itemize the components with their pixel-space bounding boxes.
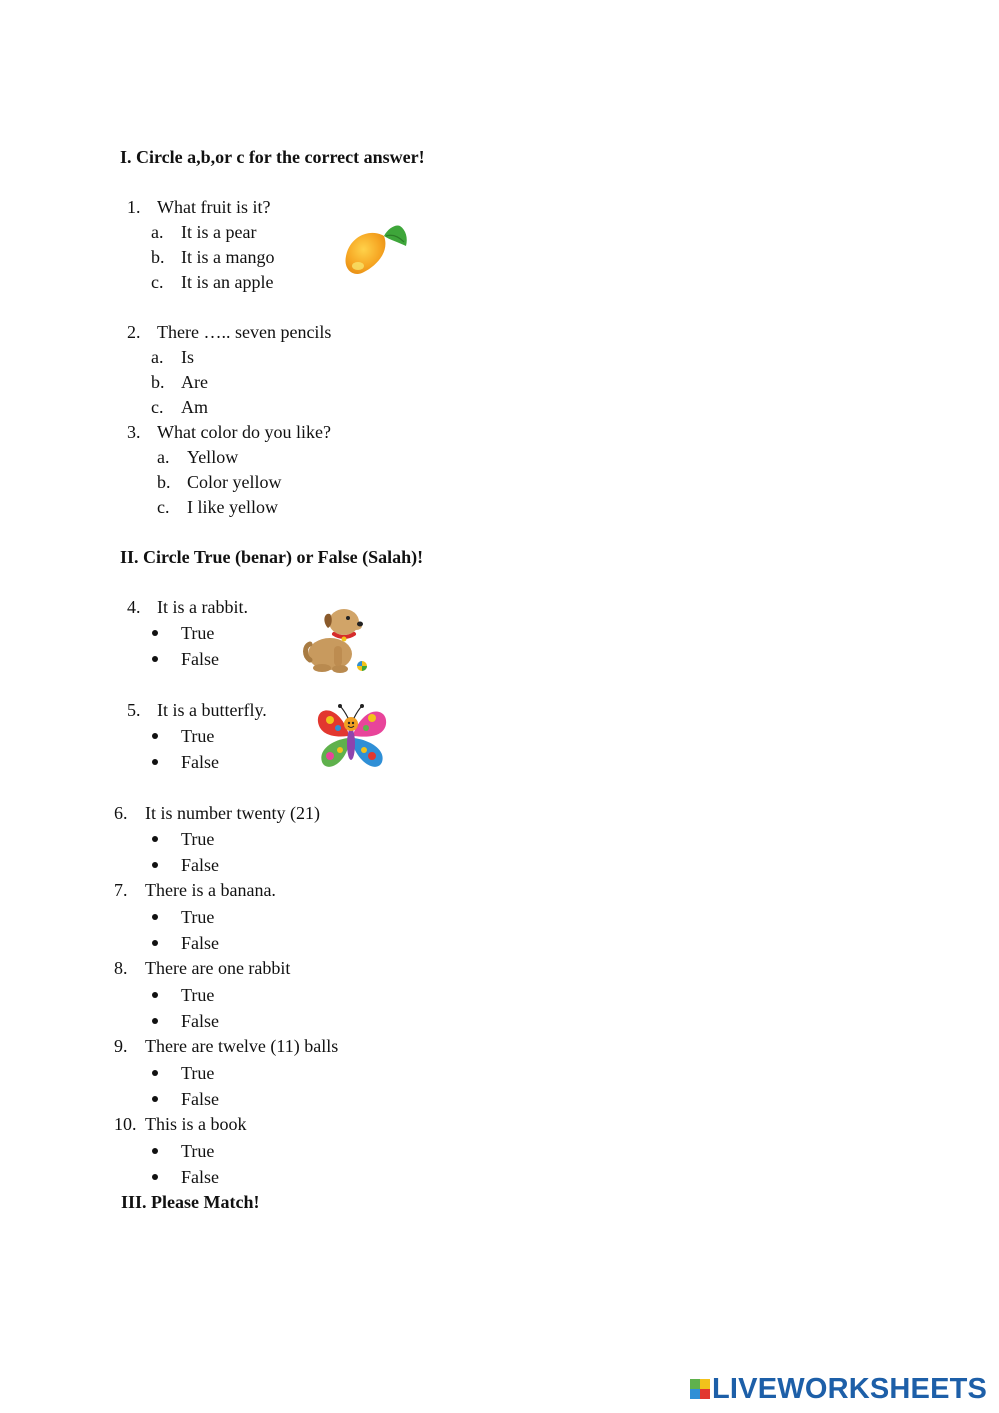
q5-true-option[interactable]: True bbox=[181, 726, 215, 746]
q5-false-option[interactable]: False bbox=[181, 752, 219, 772]
dog-image bbox=[300, 600, 372, 676]
liveworksheets-logo[interactable] bbox=[690, 1374, 987, 1404]
q1-option-c-letter[interactable]: c. bbox=[151, 272, 164, 292]
question-9-text: There are twelve (11) balls bbox=[145, 1036, 339, 1056]
bullet-icon bbox=[152, 656, 158, 662]
question-7-number: 7. bbox=[114, 880, 128, 900]
question-6-number: 6. bbox=[114, 803, 128, 823]
question-8-number: 8. bbox=[114, 958, 128, 978]
question-2-number: 2. bbox=[127, 322, 141, 342]
bullet-icon bbox=[152, 733, 158, 739]
bullet-icon bbox=[152, 1070, 158, 1076]
q6-false-option[interactable]: False bbox=[181, 855, 219, 875]
q2-option-a-letter[interactable]: a. bbox=[151, 347, 164, 367]
logo-text: LIVEWORKSHEETS bbox=[712, 1373, 988, 1405]
question-10-text: This is a book bbox=[145, 1114, 247, 1134]
question-1-text: What fruit is it? bbox=[157, 197, 271, 217]
q3-option-c-letter[interactable]: c. bbox=[157, 497, 170, 517]
q3-option-a-letter[interactable]: a. bbox=[157, 447, 170, 467]
question-10-number: 10. bbox=[114, 1114, 137, 1134]
question-8-text: There are one rabbit bbox=[145, 958, 291, 978]
bullet-icon bbox=[152, 759, 158, 765]
q2-option-c-letter[interactable]: c. bbox=[151, 397, 164, 417]
question-7-text: There is a banana. bbox=[145, 880, 276, 900]
q3-option-b-letter[interactable]: b. bbox=[157, 472, 171, 492]
bullet-icon bbox=[152, 630, 158, 636]
section-2-title: II. Circle True (benar) or False (Salah)! bbox=[120, 547, 424, 567]
question-1-number: 1. bbox=[127, 197, 141, 217]
q2-option-b-letter[interactable]: b. bbox=[151, 372, 165, 392]
bullet-icon bbox=[152, 940, 158, 946]
q4-true-option[interactable]: True bbox=[181, 623, 215, 643]
question-5-text: It is a butterfly. bbox=[157, 700, 267, 720]
question-4-text: It is a rabbit. bbox=[157, 597, 248, 617]
section-1-title: I. Circle a,b,or c for the correct answer! bbox=[120, 147, 425, 167]
logo-mark-icon bbox=[690, 1379, 710, 1399]
bullet-icon bbox=[152, 1018, 158, 1024]
bullet-icon bbox=[152, 1148, 158, 1154]
q2-option-c[interactable]: Am bbox=[181, 397, 208, 417]
q8-true-option[interactable]: True bbox=[181, 985, 215, 1005]
q9-true-option[interactable]: True bbox=[181, 1063, 215, 1083]
q2-option-a[interactable]: Is bbox=[181, 347, 194, 367]
q9-false-option[interactable]: False bbox=[181, 1089, 219, 1109]
q3-option-c[interactable]: I like yellow bbox=[187, 497, 278, 517]
question-5-number: 5. bbox=[127, 700, 141, 720]
q10-true-option[interactable]: True bbox=[181, 1141, 215, 1161]
bullet-icon bbox=[152, 1096, 158, 1102]
q1-option-a-letter[interactable]: a. bbox=[151, 222, 164, 242]
question-4-number: 4. bbox=[127, 597, 141, 617]
mango-image bbox=[340, 222, 410, 280]
bullet-icon bbox=[152, 992, 158, 998]
question-3-text: What color do you like? bbox=[157, 422, 331, 442]
q1-option-b-letter[interactable]: b. bbox=[151, 247, 165, 267]
q1-option-b[interactable]: It is a mango bbox=[181, 247, 275, 267]
q1-option-c[interactable]: It is an apple bbox=[181, 272, 274, 292]
q7-false-option[interactable]: False bbox=[181, 933, 219, 953]
bullet-icon bbox=[152, 1174, 158, 1180]
q2-option-b[interactable]: Are bbox=[181, 372, 208, 392]
section-3-title: III. Please Match! bbox=[121, 1192, 260, 1212]
bullet-icon bbox=[152, 862, 158, 868]
question-2-text: There ….. seven pencils bbox=[157, 322, 332, 342]
q4-false-option[interactable]: False bbox=[181, 649, 219, 669]
q3-option-b[interactable]: Color yellow bbox=[187, 472, 282, 492]
bullet-icon bbox=[152, 836, 158, 842]
butterfly-image bbox=[312, 700, 390, 776]
q10-false-option[interactable]: False bbox=[181, 1167, 219, 1187]
q6-true-option[interactable]: True bbox=[181, 829, 215, 849]
q7-true-option[interactable]: True bbox=[181, 907, 215, 927]
q3-option-a[interactable]: Yellow bbox=[187, 447, 239, 467]
q8-false-option[interactable]: False bbox=[181, 1011, 219, 1031]
q1-option-a[interactable]: It is a pear bbox=[181, 222, 257, 242]
bullet-icon bbox=[152, 914, 158, 920]
question-9-number: 9. bbox=[114, 1036, 128, 1056]
question-6-text: It is number twenty (21) bbox=[145, 803, 320, 823]
question-3-number: 3. bbox=[127, 422, 141, 442]
